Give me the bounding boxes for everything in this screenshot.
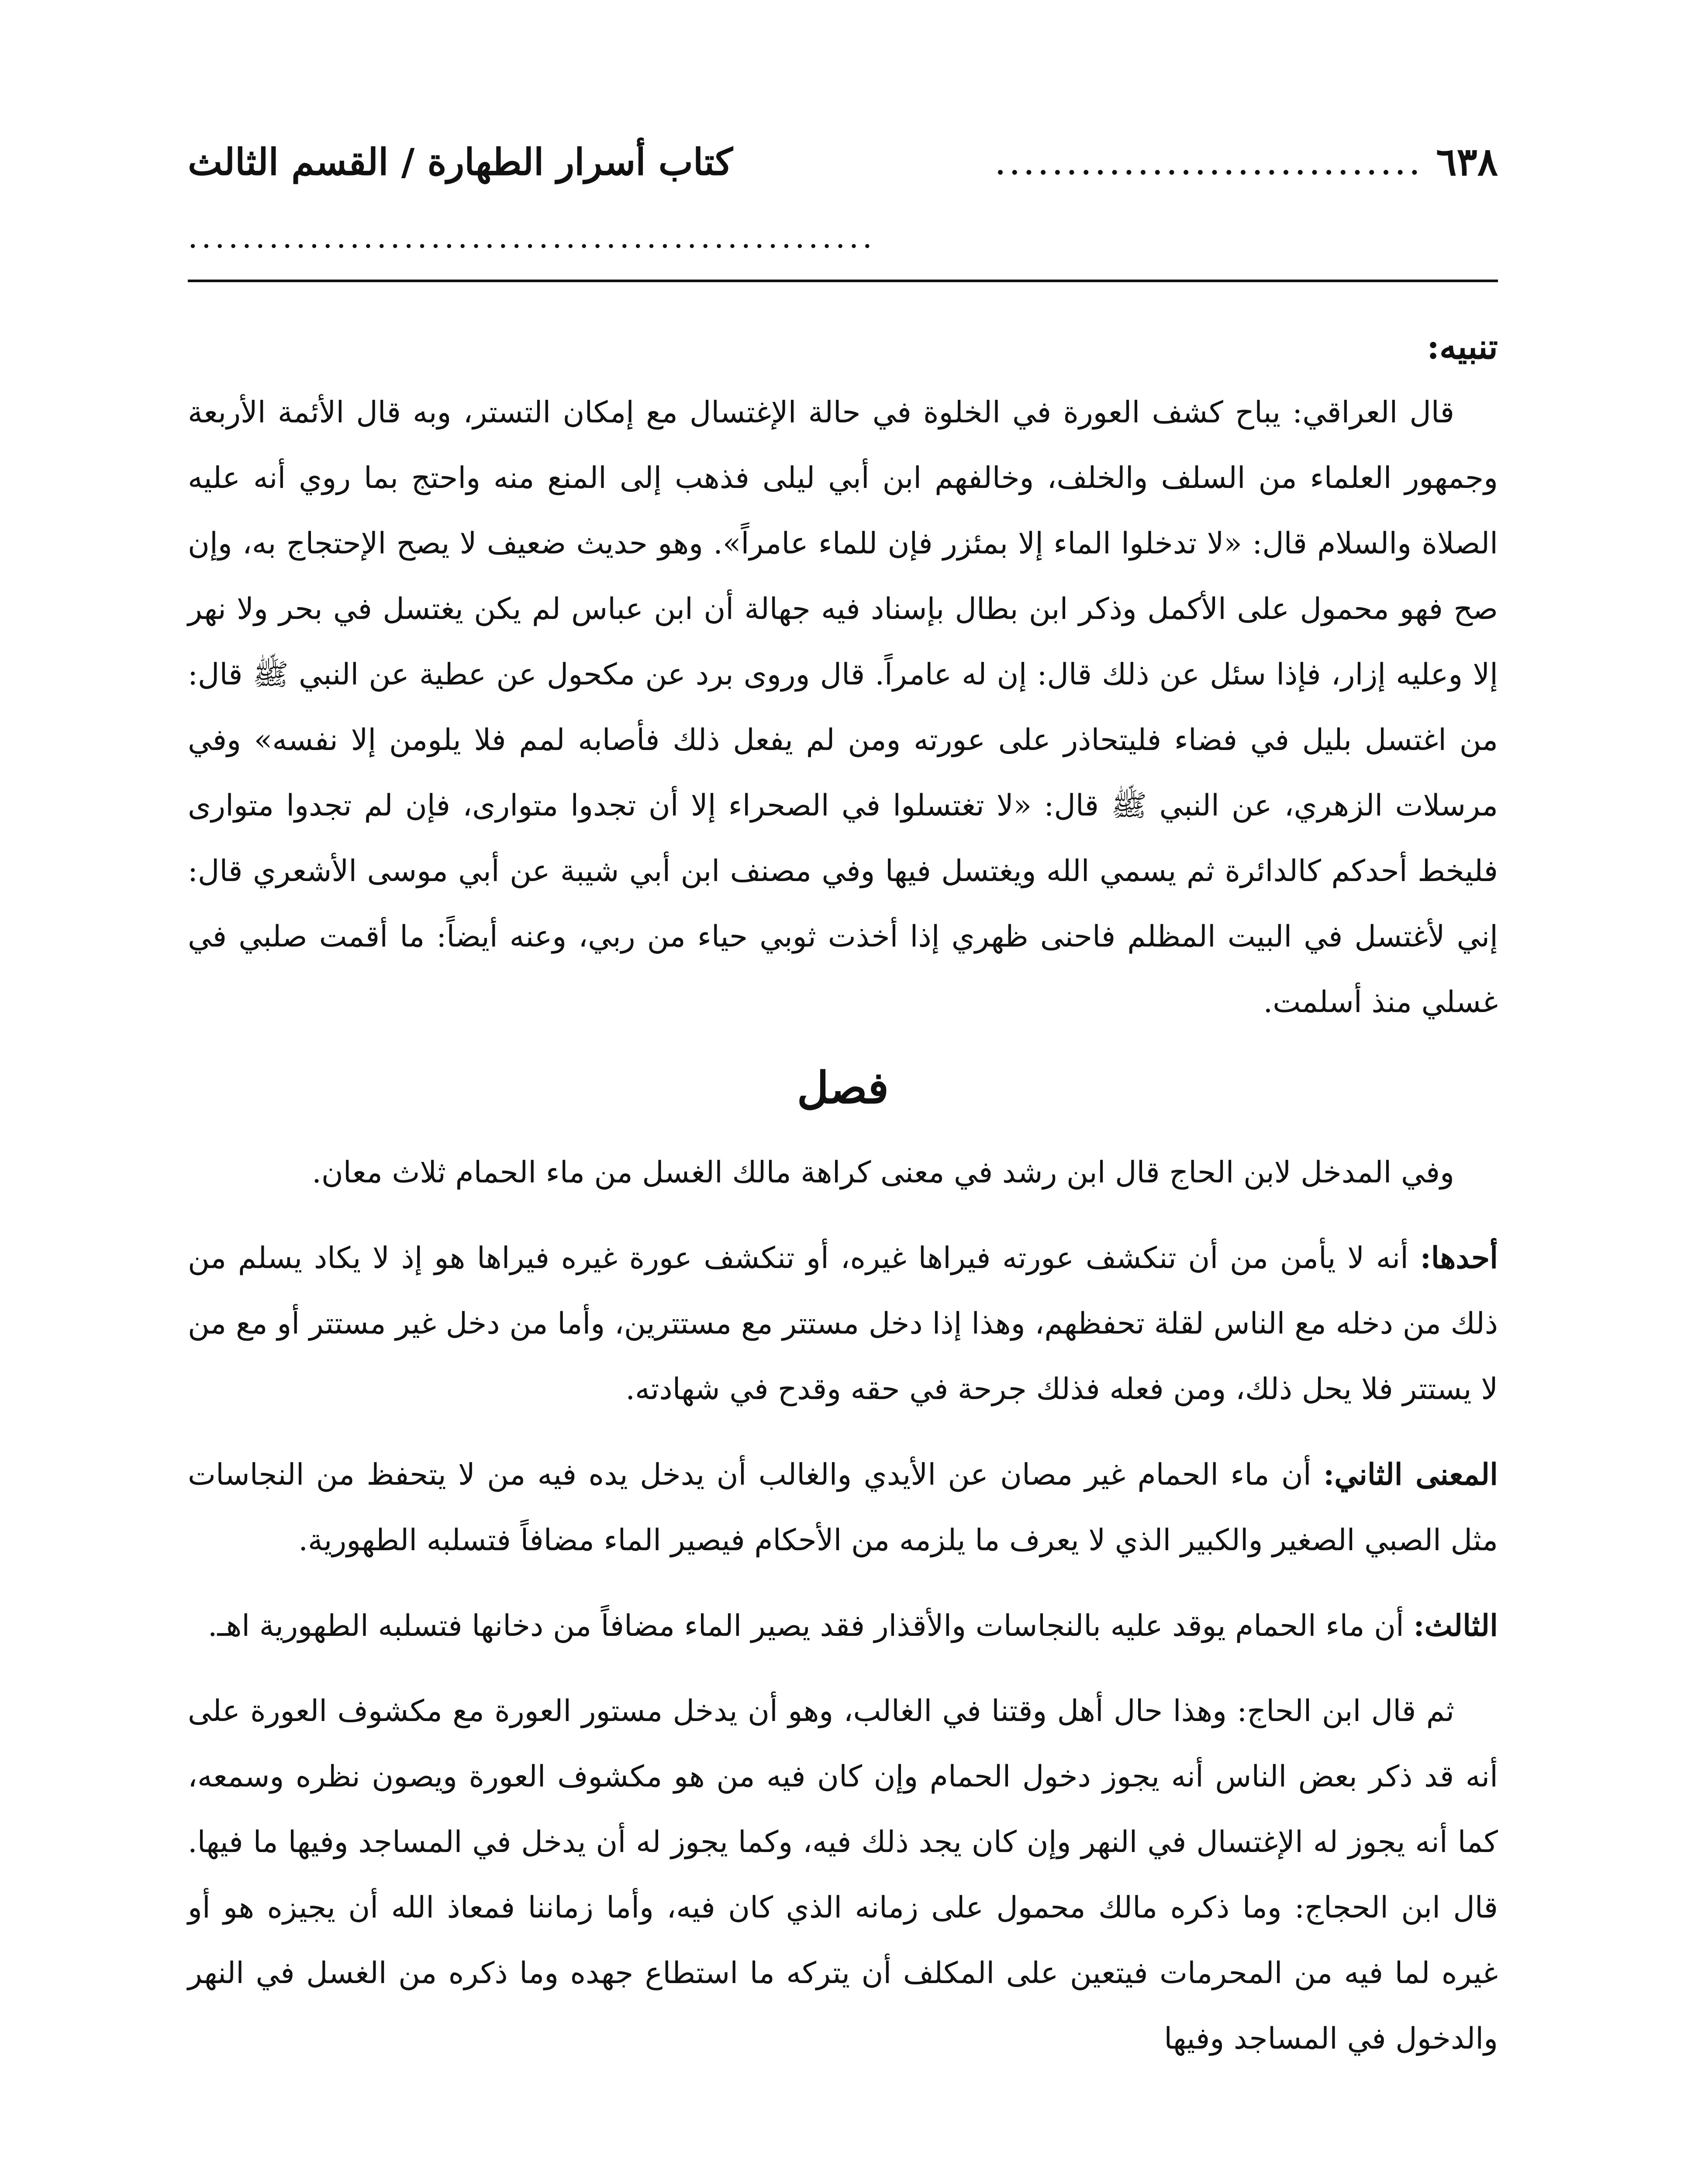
meaning-three-label: الثالث: <box>1413 1608 1498 1643</box>
header-dotted-line: ................................................... <box>188 218 876 253</box>
meaning-one-label: أحدها: <box>1420 1241 1498 1275</box>
tanbih-heading: تنبيه: <box>1427 327 1498 367</box>
section-heading-fasl: فصل <box>797 1062 889 1113</box>
meaning-two-paragraph <box>188 1442 1498 1573</box>
running-head-title: كتاب أسرار الطهارة / القسم الثالث <box>188 140 733 183</box>
meaning-two-label: المعنى الثاني: <box>1323 1457 1498 1492</box>
meaning-one-paragraph <box>188 1225 1498 1422</box>
fasl-intro-paragraph: وفي المدخل لابن الحاج قال ابن رشد في معنى كراهة مالك الغسل من ماء الحمام ثلاث معان. <box>312 1155 1454 1190</box>
meaning-two-text: أن ماء الحمام غير مصان عن الأيدي والغالب أن يدخل يده فيه من لا يتحفظ من النجاسات مثل الصبي الصغير والكبير الذي لا يعرف ما يلزمه من الأحكام فيصير الماء مضافاً فتسلبه الطهورية. <box>188 1458 1498 1558</box>
meaning-three-text: أن ماء الحمام يوقد عليه بالنجاسات والأقذار فقد يصير الماء مضافاً من دخانها فتسلبه الطهورية اهـ. <box>207 1609 1414 1643</box>
meaning-three-paragraph <box>188 1593 1498 1659</box>
header-rule <box>188 280 1498 282</box>
meaning-one-text: أنه لا يأمن من أن تنكشف عورته فيراها غيره، أو تنكشف عورة غيره فيراها هو إذ لا يكاد يسلم من ذلك من دخله مع الناس لقلة تحفظهم، وهذا إذا دخل مستتر مع مستترين، وأما من دخل غير مستتر أو مع من لا يستتر فلا يحل ذلك، ومن فعله فذلك جرحة في حقه وقدح في شهادته. <box>188 1241 1498 1406</box>
tanbih-paragraph: قال العراقي: يباح كشف العورة في الخلوة في حالة الإغتسال مع إمكان التستر، وبه قال الأئمة الأربعة وجمهور العلماء من السلف والخلف، وخالفهم ابن أبي ليلى فذهب إلى المنع منه واحتج بما روي أنه عليه الصلاة والسلام قال: «لا تدخلوا الماء إلا بمئزر فإن للماء عامراً». وهو حديث ضعيف لا يصح الإحتجاج به، وإن صح فهو محمول على الأكمل وذكر ابن بطال بإسناد فيه جهالة أن ابن عباس لم يكن يغتسل في بحر ولا نهر إلا وعليه إزار، فإذا سئل عن ذلك قال: إن له عامراً. قال وروى برد عن مكحول عن عطية عن النبي ﷺ قال: من اغتسل بليل في فضاء فليتحاذر على عورته ومن لم يفعل ذلك فأصابه لمم فلا يلومن إلا نفسه» وفي مرسلات الزهري، عن النبي ﷺ قال: «لا تغتسلوا في الصحراء إلا أن تجدوا متوارى، فإن لم تجدوا متوارى فليخط أحدكم كالدائرة ثم يسمي الله ويغتسل فيها وفي مصنف ابن أبي شيبة عن أبي موسى الأشعري قال: إني لأغتسل في البيت المظلم فاحنى ظهري إذا أخذت ثوبي حياء من ربي، وعنه أيضاً: ما أقمت صلبي في غسلي منذ أسلمت. <box>188 395 1498 1019</box>
running-head <box>188 131 1498 192</box>
page-number: ٦٣٨ <box>1436 139 1498 184</box>
closing-paragraph: ثم قال ابن الحاج: وهذا حال أهل وقتنا في الغالب، وهو أن يدخل مستور العورة مع مكشوف العورة على أنه قد ذكر بعض الناس أنه يجوز دخول الحمام وإن كان فيه من هو مكشوف العورة ويصون نظره وسمعه، كما أنه يجوز له الإغتسال في النهر وإن كان يجد ذلك فيه، وكما يجوز له أن يدخل في المساجد وفيها ما فيها. قال ابن الحجاج: وما ذكره مالك محمول على زمانه الذي كان فيه، وأما زماننا فمعاذ الله أن يجيزه هو أو غيره لما فيه من المحرمات فيتعين على المكلف أن يتركه ما استطاع جهده وما ذكره من الغسل في النهر والدخول في المساجد وفيها <box>188 1694 1498 2056</box>
header-leader-dots: .............................. <box>994 140 1423 183</box>
page-body <box>188 314 1498 2072</box>
